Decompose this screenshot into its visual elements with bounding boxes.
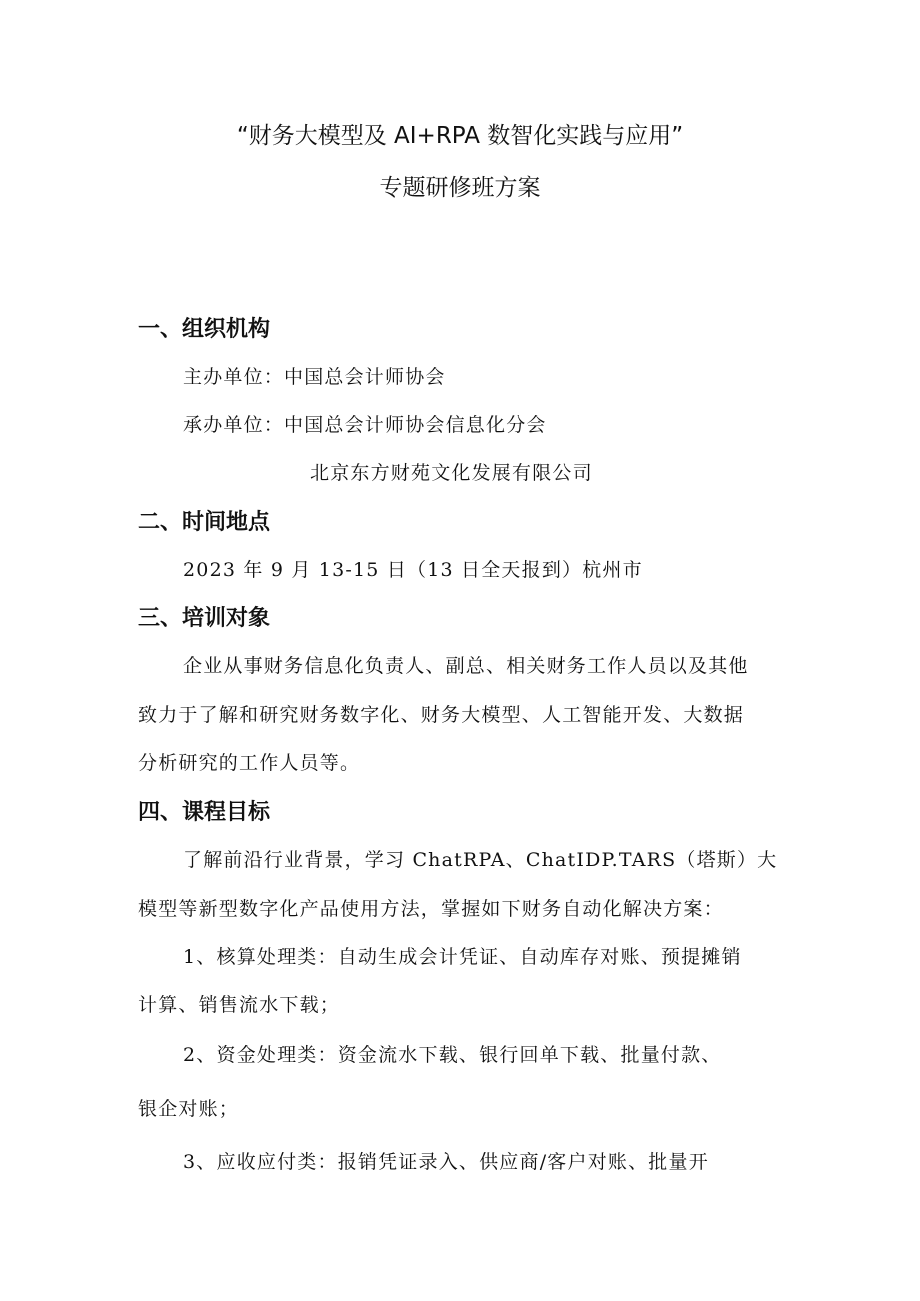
goals-item-line: 银企对账； <box>138 1098 240 1120</box>
audience-line: 企业从事财务信息化负责人、副总、相关财务工作人员以及其他 <box>183 655 749 677</box>
undertaker-line-2: 北京东方财苑文化发展有限公司 <box>310 462 593 484</box>
goals-item-line: 2、资金处理类：资金流水下载、银行回单下载、批量付款、 <box>183 1044 722 1066</box>
goals-line: 了解前沿行业背景，学习 ChatRPA、ChatIDP.TARS（塔斯）大 <box>183 849 778 871</box>
organizer-line: 主办单位：中国总会计师协会 <box>183 366 446 388</box>
audience-line: 致力于了解和研究财务数字化、财务大模型、人工智能开发、大数据 <box>138 704 745 726</box>
section-heading-audience: 三、培训对象 <box>138 606 271 631</box>
goals-item-line: 3、应收应付类：报销凭证录入、供应商/客户对账、批量开 <box>183 1151 709 1173</box>
section-heading-course-goals: 四、课程目标 <box>138 800 271 825</box>
time-location-line: 2023 年 9 月 13-15 日（13 日全天报到）杭州市 <box>183 559 643 581</box>
audience-line: 分析研究的工作人员等。 <box>138 752 361 774</box>
section-heading-time-location: 二、时间地点 <box>138 510 271 535</box>
undertaker-line: 承办单位：中国总会计师协会信息化分会 <box>183 414 547 436</box>
section-heading-organization: 一、组织机构 <box>138 317 271 342</box>
goals-item-line: 1、核算处理类：自动生成会计凭证、自动库存对账、预提摊销 <box>183 946 742 968</box>
goals-item-line: 计算、销售流水下载； <box>138 994 341 1016</box>
document-title: “财务大模型及 AI+RPA 数智化实践与应用” <box>236 123 684 149</box>
document-subtitle: 专题研修班方案 <box>379 175 541 201</box>
goals-line: 模型等新型数字化产品使用方法，掌握如下财务自动化解决方案： <box>138 898 724 920</box>
